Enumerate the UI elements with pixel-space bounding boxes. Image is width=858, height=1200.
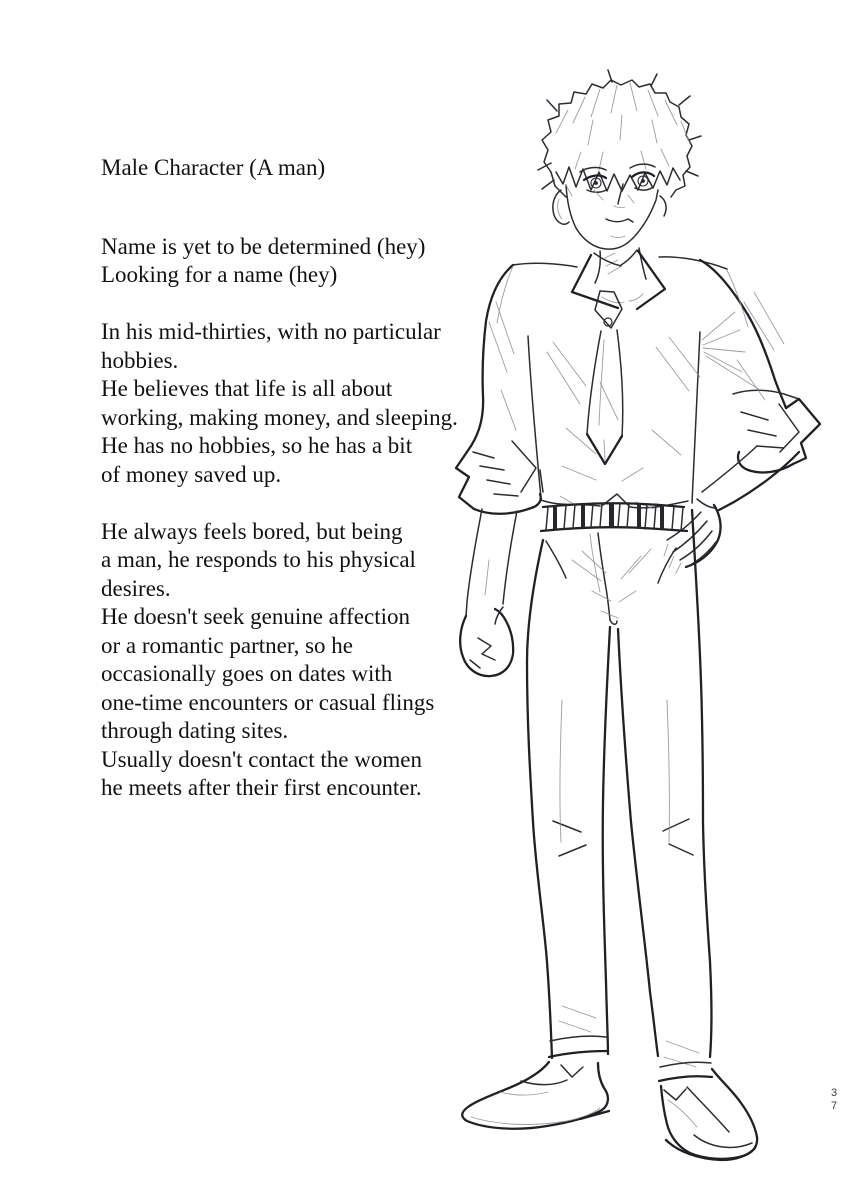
text-line: through dating sites. — [101, 718, 289, 743]
text-line: He doesn't seek genuine affection — [101, 604, 410, 629]
belt — [541, 503, 687, 531]
right-forearm-and-hand — [664, 446, 799, 573]
page-number-digit: 3 — [830, 1087, 838, 1099]
trousers — [527, 510, 712, 1081]
text-line: He believes that life is all about — [101, 376, 393, 401]
text-line: he meets after their first encounter. — [101, 775, 422, 800]
text-line: one-time encounters or casual flings — [101, 689, 435, 715]
left-arm-and-fist — [460, 509, 517, 676]
left-shoe — [462, 1062, 609, 1129]
mouth — [606, 219, 633, 238]
text-line: a man, he responds to his physical — [101, 547, 416, 572]
text-line: of money saved up. — [101, 461, 282, 487]
hair — [538, 70, 701, 197]
text-line: working, making money, and sleeping. — [101, 404, 458, 430]
shirt — [456, 250, 820, 514]
left-rolled-sleeve — [456, 441, 543, 514]
text-line: Name is yet to be determined (hey) — [101, 233, 426, 259]
text-line: He always feels bored, but being — [101, 518, 403, 544]
right-shoe — [661, 1069, 757, 1160]
text-line: or a romantic partner, so he — [101, 632, 353, 658]
page-number-digit: 7 — [830, 1100, 838, 1112]
text-line: occasionally goes on dates with — [101, 661, 393, 686]
shirt-hem — [541, 494, 688, 509]
text-line: He has no hobbies, so he has a bit — [101, 433, 413, 458]
text-line: desires. — [101, 575, 171, 601]
text-line: Usually doesn't contact the women — [101, 746, 422, 772]
right-rolled-sleeve — [733, 390, 820, 472]
nose — [594, 184, 634, 208]
page-title: Male Character (A man) — [101, 155, 326, 180]
necktie — [587, 291, 623, 464]
character-illustration — [438, 56, 834, 1176]
text-line: hobbies. — [101, 347, 179, 373]
text-line: In his mid-thirties, with no particular — [101, 319, 441, 344]
text-line: Looking for a name (hey) — [101, 262, 338, 287]
page-number — [827, 1087, 841, 1113]
